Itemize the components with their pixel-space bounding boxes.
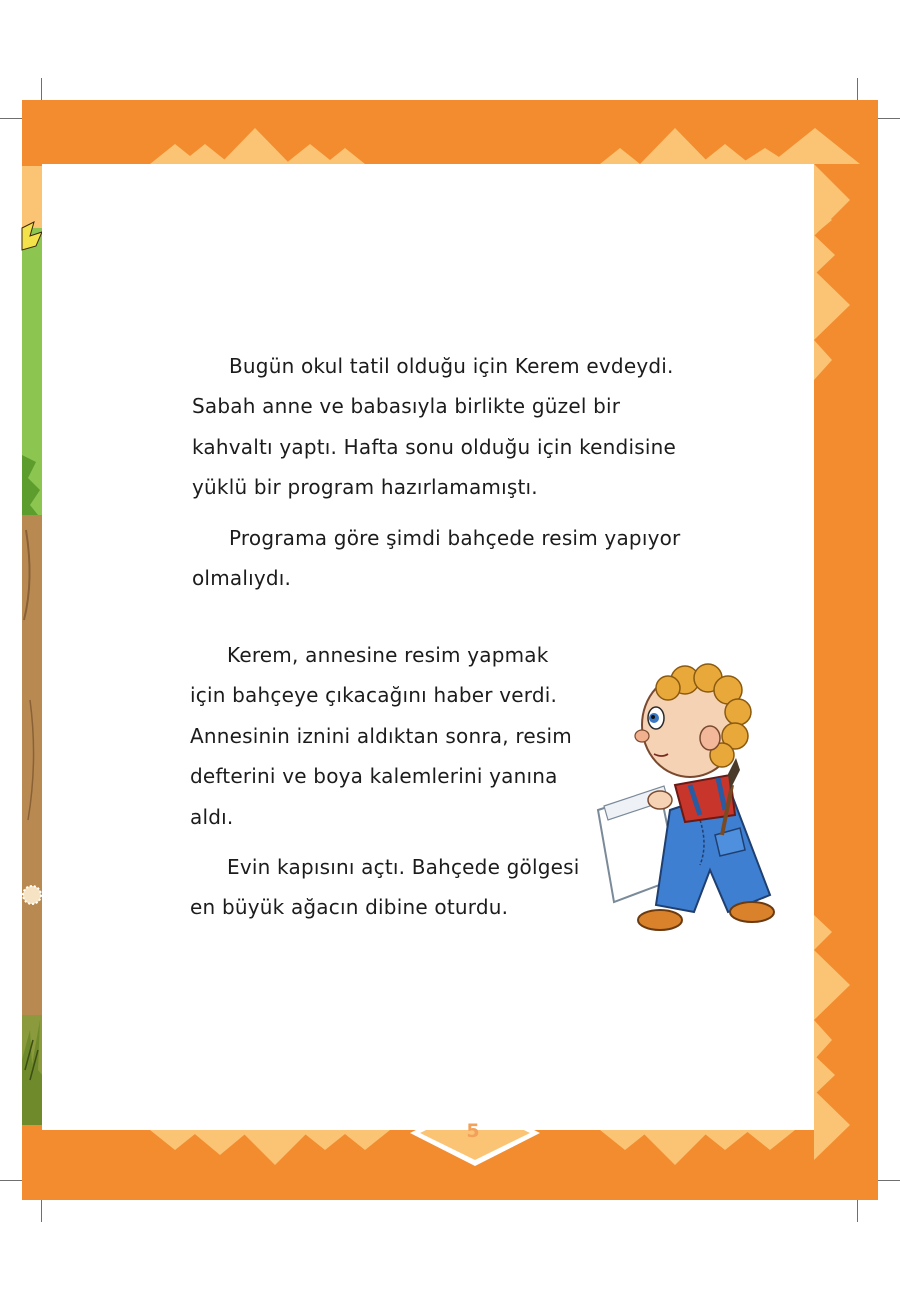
right-triangle-pattern-top (814, 164, 850, 380)
boy-illustration (590, 650, 790, 950)
story-paragraph: Kerem, annesine resim yapmak için bahçeye çıkacağını haber verdi. Annesinin iznini aldıktan sonra, resim defterini ve boya kalemlerini yanına aldı. (190, 643, 572, 829)
story-paragraph: Evin kapısını açtı. Bahçede gölgesi en büyük ağacın dibine oturdu. (190, 855, 580, 920)
tree-illustration (22, 166, 42, 1125)
story-block-1 (192, 346, 692, 598)
story-block-2 (190, 635, 610, 928)
page-number: 5 (466, 1120, 480, 1142)
story-paragraph: Bugün okul tatil olduğu için Kerem evdeydi. Sabah anne ve babasıyla birlikte güzel bir kahvaltı yaptı. Hafta sonu olduğu için kendisine yüklü bir program hazırlamamıştı. (192, 354, 676, 500)
head (635, 664, 751, 777)
top-triangle-pattern (150, 128, 860, 164)
story-paragraph: Programa göre şimdi bahçede resim yapıyor olmalıydı. (192, 525, 681, 591)
right-triangle-pattern-bottom (814, 915, 850, 1160)
